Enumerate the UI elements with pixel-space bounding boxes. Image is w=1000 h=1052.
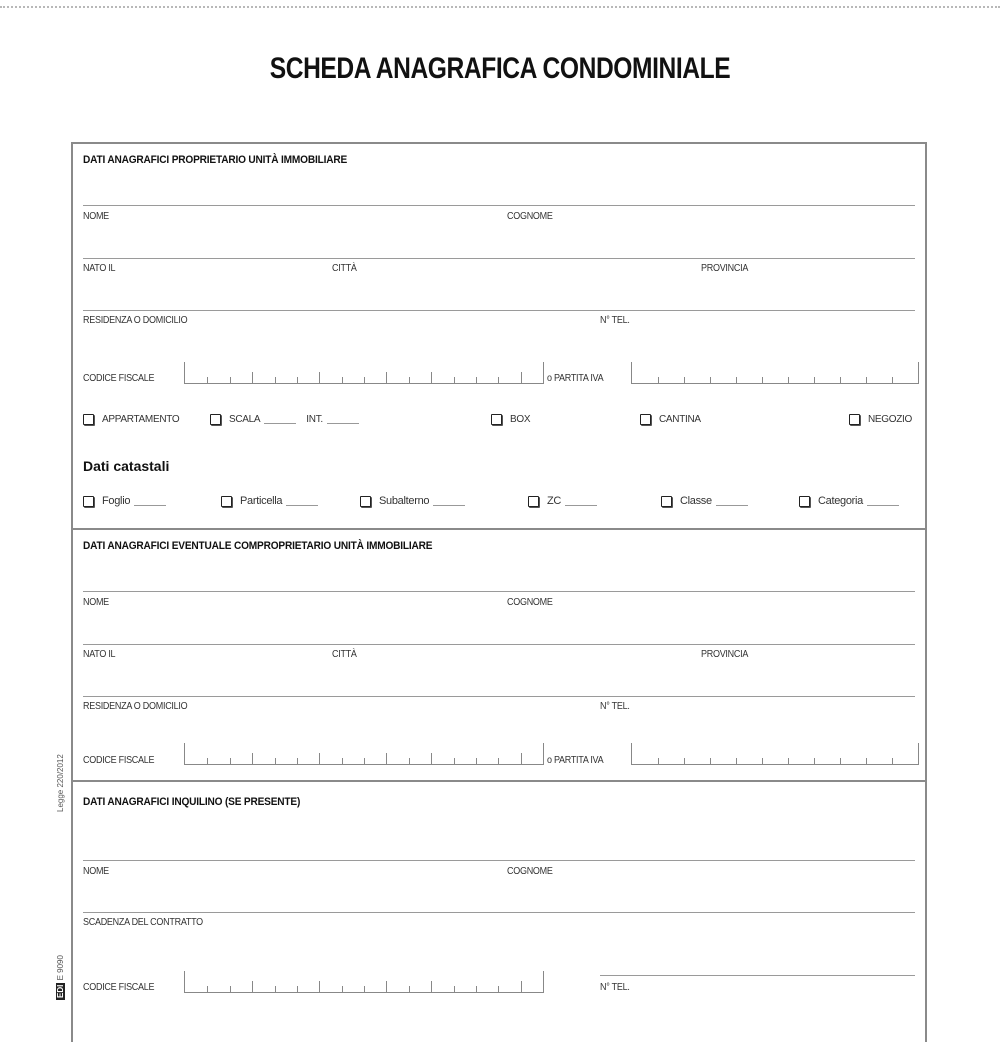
owner-citta-label: CITTÀ	[332, 263, 357, 274]
character-cell[interactable]	[342, 362, 364, 383]
character-cell[interactable]	[684, 743, 710, 764]
owner-codice-fiscale-input[interactable]	[184, 362, 544, 384]
co-owner-residence-line[interactable]	[83, 696, 915, 697]
character-cell[interactable]	[431, 362, 453, 383]
character-cell[interactable]	[319, 362, 341, 383]
particella-blank[interactable]	[286, 497, 318, 506]
zc-label: ZC	[547, 495, 562, 507]
character-cell[interactable]	[342, 971, 364, 992]
character-cell[interactable]	[409, 362, 431, 383]
co-owner-residenza-label: RESIDENZA O DOMICILIO	[83, 701, 188, 712]
character-cell[interactable]	[275, 362, 297, 383]
character-cell[interactable]	[736, 743, 762, 764]
character-cell[interactable]	[364, 971, 386, 992]
owner-heading: DATI ANAGRAFICI PROPRIETARIO UNITÀ IMMOBILIARE	[83, 154, 348, 166]
tenant-tel-line[interactable]	[600, 975, 915, 976]
co-owner-tel-label: N° TEL.	[600, 701, 630, 712]
owner-birth-line[interactable]	[83, 258, 915, 259]
foglio-blank[interactable]	[134, 497, 166, 506]
character-cell[interactable]	[252, 362, 274, 383]
character-cell[interactable]	[342, 743, 364, 764]
checkbox-icon	[221, 496, 232, 507]
co-owner-cf-label: CODICE FISCALE	[83, 755, 155, 766]
character-cell[interactable]	[230, 743, 252, 764]
character-cell[interactable]	[454, 971, 476, 992]
character-cell[interactable]	[498, 362, 520, 383]
character-cell[interactable]	[386, 362, 408, 383]
checkbox-box[interactable]	[491, 414, 530, 425]
character-cell[interactable]	[431, 971, 453, 992]
character-cell[interactable]	[521, 743, 543, 764]
character-cell[interactable]	[788, 362, 814, 383]
particella-label: Particella	[240, 495, 283, 507]
owner-piva-label: o PARTITA IVA	[547, 373, 604, 384]
owner-name-line[interactable]	[83, 205, 915, 206]
character-cell[interactable]	[319, 743, 341, 764]
box-label: BOX	[510, 414, 531, 425]
checkbox-classe[interactable]	[661, 495, 758, 507]
law-reference: Legge 220/2012	[56, 754, 65, 812]
perforation-line	[0, 6, 1000, 8]
character-cell[interactable]	[297, 362, 319, 383]
checkbox-icon	[661, 496, 672, 507]
checkbox-icon	[849, 414, 860, 425]
character-cell[interactable]	[814, 743, 840, 764]
character-cell[interactable]	[454, 362, 476, 383]
character-cell[interactable]	[431, 743, 453, 764]
co-owner-nome-label: NOME	[83, 597, 109, 608]
character-cell[interactable]	[252, 971, 274, 992]
character-cell[interactable]	[632, 743, 658, 764]
scala-blank[interactable]	[264, 415, 296, 424]
checkbox-particella[interactable]	[221, 495, 328, 507]
tenant-nome-label: NOME	[83, 866, 109, 877]
character-cell[interactable]	[275, 971, 297, 992]
co-owner-nato-label: NATO IL	[83, 649, 116, 660]
character-cell[interactable]	[476, 743, 498, 764]
page-title: SCHEDA ANAGRAFICA CONDOMINIALE	[269, 52, 731, 85]
co-owner-provincia-label: PROVINCIA	[701, 649, 749, 660]
owner-nome-label: NOME	[83, 211, 109, 222]
tenant-scadenza-label: SCADENZA DEL CONTRATTO	[83, 917, 203, 928]
character-cell[interactable]	[892, 362, 918, 383]
co-owner-cognome-label: COGNOME	[507, 597, 553, 608]
character-cell[interactable]	[275, 743, 297, 764]
categoria-blank[interactable]	[867, 497, 899, 506]
character-cell[interactable]	[498, 971, 520, 992]
scala-label: SCALA	[229, 414, 261, 425]
registry-form	[71, 142, 927, 1042]
checkbox-icon	[528, 496, 539, 507]
character-cell[interactable]	[684, 362, 710, 383]
checkbox-subalterno[interactable]	[360, 495, 475, 507]
checkbox-appartamento[interactable]	[83, 414, 179, 425]
character-cell[interactable]	[658, 743, 684, 764]
zc-blank[interactable]	[565, 497, 597, 506]
checkbox-icon	[640, 414, 651, 425]
co-owner-name-line[interactable]	[83, 591, 915, 592]
character-cell[interactable]	[476, 362, 498, 383]
checkbox-icon	[83, 414, 94, 425]
tenant-contract-line[interactable]	[83, 912, 915, 913]
owner-provincia-label: PROVINCIA	[701, 263, 749, 274]
catasto-heading: Dati catastali	[83, 458, 170, 474]
character-cell[interactable]	[185, 971, 207, 992]
checkbox-icon	[210, 414, 221, 425]
checkbox-categoria[interactable]	[799, 495, 909, 507]
character-cell[interactable]	[364, 362, 386, 383]
tenant-codice-fiscale-input[interactable]	[184, 971, 544, 993]
tenant-cf-label: CODICE FISCALE	[83, 982, 155, 993]
tenant-name-line[interactable]	[83, 860, 915, 861]
co-owner-piva-label: o PARTITA IVA	[547, 755, 604, 766]
character-cell[interactable]	[207, 743, 229, 764]
character-cell[interactable]	[840, 362, 866, 383]
co-owner-partita-iva-input[interactable]	[631, 743, 919, 765]
character-cell[interactable]	[521, 971, 543, 992]
character-cell[interactable]	[762, 743, 788, 764]
categoria-label: Categoria	[818, 495, 863, 507]
character-cell[interactable]	[297, 743, 319, 764]
character-cell[interactable]	[297, 971, 319, 992]
checkbox-negozio[interactable]	[849, 414, 912, 425]
character-cell[interactable]	[185, 362, 207, 383]
character-cell[interactable]	[814, 362, 840, 383]
checkbox-icon	[83, 496, 94, 507]
tenant-heading: DATI ANAGRAFICI INQUILINO (SE PRESENTE)	[83, 796, 301, 808]
owner-residence-line[interactable]	[83, 310, 915, 311]
character-cell[interactable]	[840, 743, 866, 764]
owner-tel-label: N° TEL.	[600, 315, 630, 326]
foglio-label: Foglio	[102, 495, 131, 507]
classe-blank[interactable]	[716, 497, 748, 506]
cantina-label: CANTINA	[659, 414, 701, 425]
negozio-label: NEGOZIO	[868, 414, 913, 425]
tenant-cognome-label: COGNOME	[507, 866, 553, 877]
checkbox-cantina[interactable]	[640, 414, 701, 425]
co-owner-codice-fiscale-input[interactable]	[184, 743, 544, 765]
checkbox-foglio[interactable]	[83, 495, 176, 507]
owner-cognome-label: COGNOME	[507, 211, 553, 222]
character-cell[interactable]	[498, 743, 520, 764]
character-cell[interactable]	[892, 743, 918, 764]
subalterno-blank[interactable]	[433, 497, 465, 506]
tenant-tel-label: N° TEL.	[600, 982, 630, 993]
classe-label: Classe	[680, 495, 712, 507]
character-cell[interactable]	[409, 743, 431, 764]
co-owner-heading: DATI ANAGRAFICI EVENTUALE COMPROPRIETARIO UNITÀ IMMOBILIARE	[83, 540, 433, 552]
character-cell[interactable]	[386, 971, 408, 992]
character-cell[interactable]	[386, 743, 408, 764]
int-blank[interactable]	[327, 415, 359, 424]
co-owner-section	[73, 528, 925, 782]
character-cell[interactable]	[710, 362, 736, 383]
int-label: INT.	[306, 414, 323, 425]
brand-logo: EDI	[56, 984, 65, 998]
character-cell[interactable]	[710, 743, 736, 764]
checkbox-zc[interactable]	[528, 495, 607, 507]
checkbox-scala[interactable]	[210, 414, 369, 425]
character-cell[interactable]	[207, 971, 229, 992]
checkbox-icon	[491, 414, 502, 425]
character-cell[interactable]	[658, 362, 684, 383]
character-cell[interactable]	[230, 971, 252, 992]
character-cell[interactable]	[207, 362, 229, 383]
checkbox-icon	[360, 496, 371, 507]
character-cell[interactable]	[788, 743, 814, 764]
character-cell[interactable]	[364, 743, 386, 764]
owner-section	[73, 144, 925, 528]
character-cell[interactable]	[736, 362, 762, 383]
tenant-section	[73, 780, 925, 1052]
character-cell[interactable]	[632, 362, 658, 383]
character-cell[interactable]	[521, 362, 543, 383]
character-cell[interactable]	[866, 743, 892, 764]
character-cell[interactable]	[319, 971, 341, 992]
character-cell[interactable]	[476, 971, 498, 992]
form-code-number: E 9090	[56, 955, 65, 981]
co-owner-citta-label: CITTÀ	[332, 649, 357, 660]
appartamento-label: APPARTAMENTO	[102, 414, 180, 425]
owner-partita-iva-input[interactable]	[631, 362, 919, 384]
character-cell[interactable]	[454, 743, 476, 764]
character-cell[interactable]	[866, 362, 892, 383]
character-cell[interactable]	[409, 971, 431, 992]
owner-nato-label: NATO IL	[83, 263, 116, 274]
checkbox-icon	[799, 496, 810, 507]
subalterno-label: Subalterno	[379, 495, 430, 507]
character-cell[interactable]	[185, 743, 207, 764]
character-cell[interactable]	[230, 362, 252, 383]
form-code	[56, 955, 65, 1000]
character-cell[interactable]	[762, 362, 788, 383]
character-cell[interactable]	[252, 743, 274, 764]
owner-residenza-label: RESIDENZA O DOMICILIO	[83, 315, 188, 326]
owner-cf-label: CODICE FISCALE	[83, 373, 155, 384]
co-owner-birth-line[interactable]	[83, 644, 915, 645]
